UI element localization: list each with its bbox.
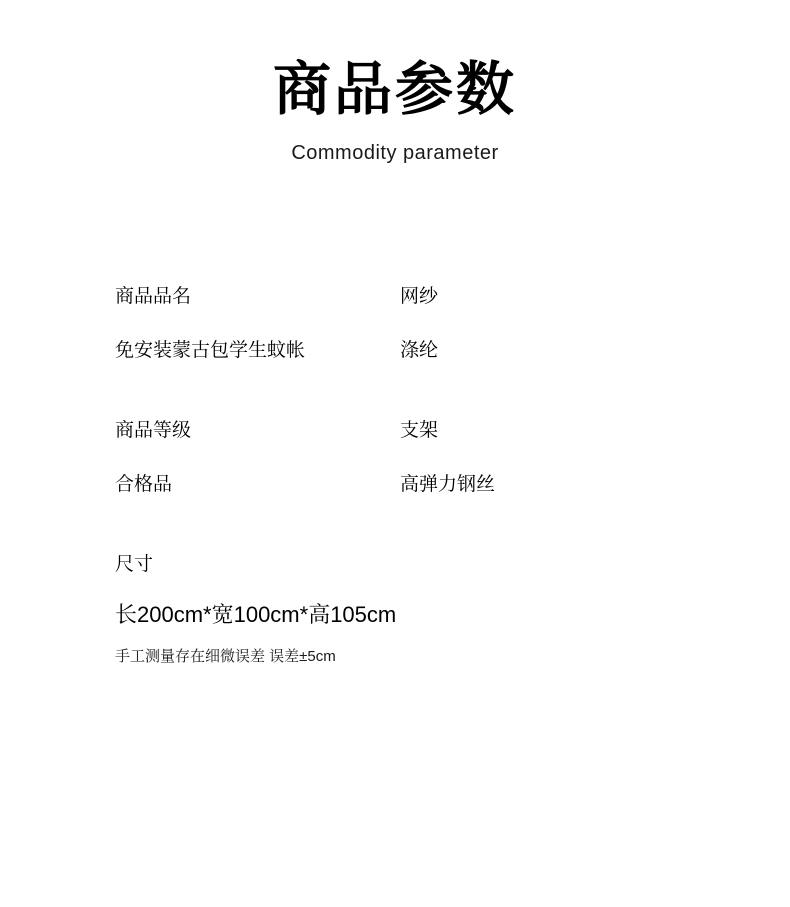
- spec-label-grade: 商品等级: [115, 420, 192, 441]
- spec-cell-right-label-1: [400, 270, 790, 324]
- spec-row-values-2: [0, 458, 790, 512]
- size-measurement-note: 手工测量存在细微误差 误差±5cm: [115, 648, 336, 665]
- spec-cell-left-value-2: [0, 458, 400, 512]
- size-label: 尺寸: [115, 554, 154, 575]
- spec-cell-left-label-1: [0, 270, 400, 324]
- page-header: [0, 0, 790, 165]
- spec-row-values-1: [0, 324, 790, 378]
- spec-row-labels-1: [0, 270, 790, 324]
- page-title: 商品参数: [272, 55, 517, 123]
- spec-group-1: [0, 270, 790, 378]
- spec-label-product-name: 商品品名: [115, 286, 192, 307]
- spec-cell-left-value-1: [0, 324, 400, 378]
- spec-group-2: [0, 404, 790, 512]
- size-section: [0, 538, 790, 676]
- page-subtitle: Commodity parameter: [291, 141, 499, 164]
- spec-group-divider: [0, 378, 790, 404]
- spec-value-frame: 高弹力钢丝: [400, 474, 496, 495]
- size-dimensions: 长200cm*宽100cm*高105cm: [115, 602, 397, 627]
- spec-label-frame: 支架: [400, 420, 439, 441]
- spec-cell-right-value-1: [400, 324, 790, 378]
- spec-cell-right-value-2: [400, 458, 790, 512]
- size-section-divider: [0, 512, 790, 538]
- spec-row-labels-2: [0, 404, 790, 458]
- spec-value-product-name: 免安装蒙古包学生蚊帐: [115, 340, 306, 361]
- spec-value-mesh: 涤纶: [400, 340, 439, 361]
- spec-cell-right-label-2: [400, 404, 790, 458]
- spec-cell-left-label-2: [0, 404, 400, 458]
- spec-label-mesh: 网纱: [400, 286, 439, 307]
- spec-value-grade: 合格品: [115, 474, 173, 495]
- spec-table: [0, 270, 790, 676]
